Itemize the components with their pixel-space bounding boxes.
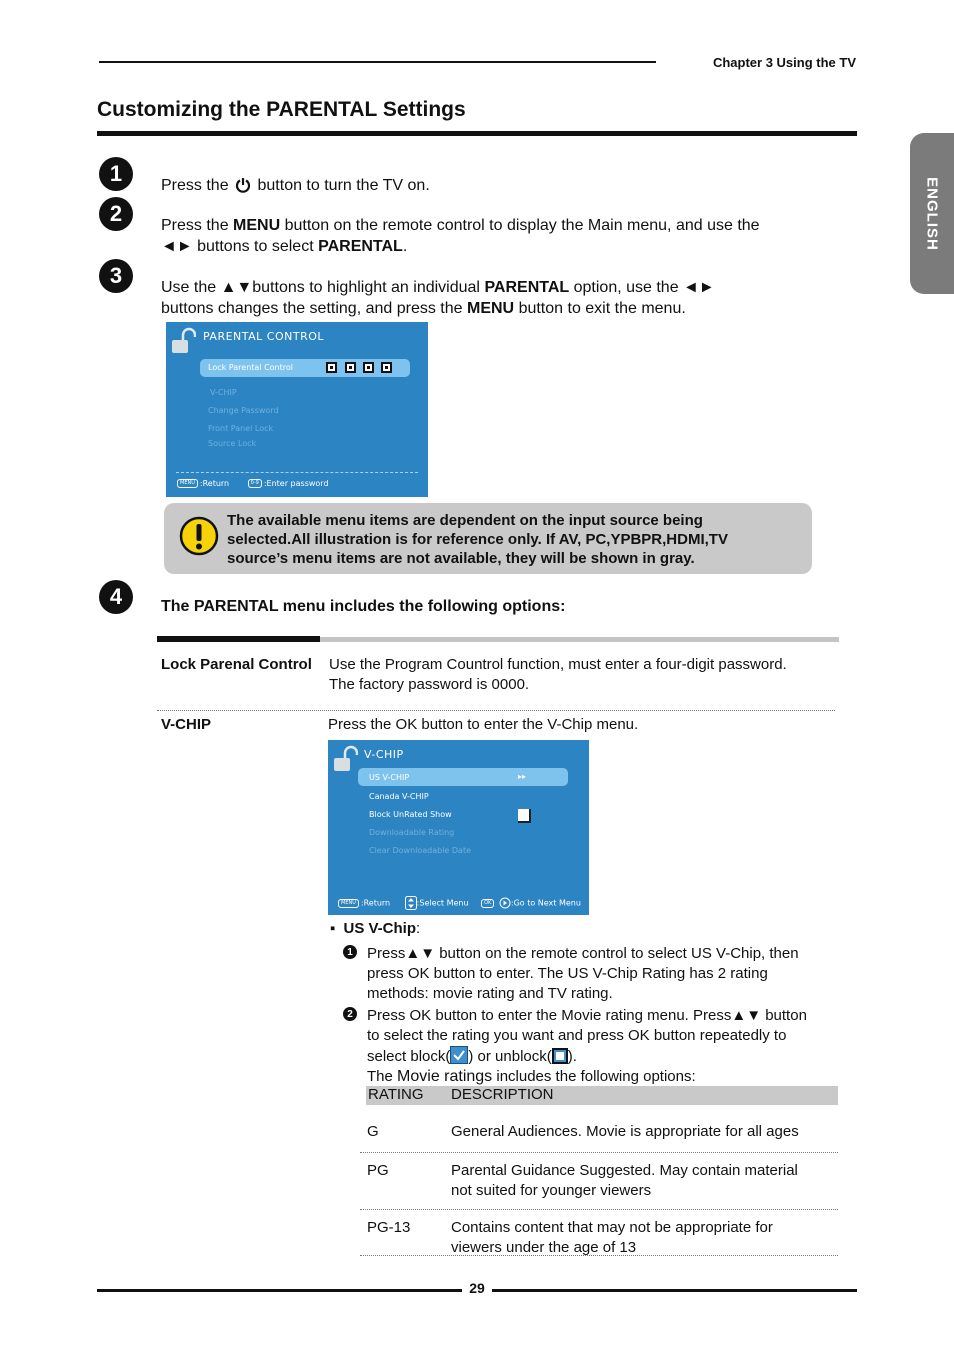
sub-step-2-text: Press OK button to enter the Movie rating menu. Press▲▼ button to select the rating you want and press OK button repeatedly to select block( ) or unblock( ). The Movie ratings includes the following options:: [367, 1007, 807, 1085]
osd-item-canada-vchip: Canada V-CHIP: [369, 792, 429, 801]
ratings-col-description: DESCRIPTION: [451, 1086, 554, 1103]
enter-icon: [499, 897, 511, 909]
language-tab-label: ENGLISH: [923, 176, 941, 251]
step-3-text: Use the ▲▼buttons to highlight an individual PARENTAL option, use the ◄► buttons changes the setting, and press the MENU button to exit the menu.: [161, 279, 715, 317]
osd-item-block-unrated: Block UnRated Show: [369, 810, 452, 819]
option-vchip-desc: Press the OK button to enter the V-Chip menu.: [328, 716, 639, 733]
ratings-col-rating: RATING: [368, 1086, 424, 1103]
osd-item-us-vchip: US V-CHIP: [369, 773, 410, 782]
unblock-icon: [552, 1048, 568, 1064]
rating-code: PG-13: [367, 1219, 411, 1236]
option-divider: [157, 710, 835, 711]
lock-icon: [170, 327, 196, 355]
sub-step-1-text: Press▲▼ button on the remote control to select US V-Chip, then press OK button to enter. The US V-Chip Rating has 2 rating methods: movie rating and TV rating.: [367, 945, 799, 1002]
osd-item-change-password: Change Password: [208, 406, 279, 415]
checkbox-icon: [518, 809, 531, 823]
vchip-menu-screenshot: [328, 740, 589, 915]
step-2-text: Press the MENU button on the remote control to display the Main menu, and use the ◄► buttons to select PARENTAL.: [161, 217, 760, 255]
step-3-badge: 3: [99, 259, 133, 293]
sub-step-1-badge: 1: [343, 945, 357, 959]
table-divider: [360, 1209, 838, 1210]
osd-item-clear-downloadable: Clear Downloadable Date: [369, 846, 472, 855]
osd-divider: [176, 472, 418, 473]
parental-control-screenshot: [166, 322, 428, 497]
rating-code: PG: [367, 1162, 389, 1179]
updown-icon: [405, 896, 417, 910]
password-box: [326, 362, 337, 373]
osd-arrow-icon: ▸▸: [518, 772, 527, 781]
footer-rule-right: [492, 1289, 857, 1292]
step-4-badge: 4: [99, 580, 133, 614]
osd-item-vchip: V-CHIP: [210, 388, 237, 397]
osd-item-lock-parental-control: Lock Parental Control: [208, 363, 293, 372]
osd-title: V-CHIP: [364, 748, 404, 761]
header-rule: [99, 61, 656, 63]
table-divider: [360, 1255, 838, 1256]
rating-code: G: [367, 1123, 379, 1140]
note-text: The available menu items are dependent on the input source being selected.All illustration is for reference only. If AV, PC,YPBPR,HDMI,TV source’s menu items are not available, they will be shown in gray.: [227, 512, 728, 567]
osd-item-downloadable-rating: Downloadable Rating: [369, 828, 455, 837]
page-number: 29: [469, 1280, 485, 1296]
step-2-badge: 2: [99, 197, 133, 231]
step-1-badge: 1: [99, 157, 133, 191]
rating-desc: Parental Guidance Suggested. May contain material not suited for younger viewers: [451, 1162, 798, 1199]
language-tab: [910, 133, 954, 294]
warning-icon: [179, 516, 219, 556]
rating-desc: General Audiences. Movie is appropriate for all ages: [451, 1123, 799, 1140]
power-icon: [235, 177, 251, 193]
note-box: [164, 503, 812, 574]
us-vchip-heading: ▪ US V-Chip:: [330, 920, 421, 937]
sub-step-2-badge: 2: [343, 1007, 357, 1021]
osd-footer: MENU :Return :Select Menu OK :Go to Next Menu: [338, 896, 581, 910]
options-rule-dark: [157, 636, 320, 642]
password-box: [363, 362, 374, 373]
step-1-text: Press the button to turn the TV on.: [161, 177, 430, 194]
title-rule: [97, 131, 857, 136]
option-lock-desc: Use the Program Countrol function, must enter a four-digit password. The factory password is 0000.: [329, 656, 787, 693]
option-lock-label: Lock Parenal Control: [161, 656, 312, 673]
chapter-label: Chapter 3 Using the TV: [712, 55, 856, 70]
password-box: [345, 362, 356, 373]
osd-footer: MENU :Return 0-9 :Enter password: [177, 479, 329, 488]
option-vchip-label: V-CHIP: [161, 716, 212, 733]
block-icon: [450, 1046, 468, 1064]
options-rule-light: [320, 637, 839, 642]
footer-rule-left: [97, 1289, 462, 1292]
password-box: [381, 362, 392, 373]
step-4-text: The PARENTAL menu includes the following options:: [161, 598, 566, 615]
table-divider: [360, 1152, 838, 1153]
lock-icon: [332, 745, 358, 773]
page-title: Customizing the PARENTAL Settings: [97, 98, 466, 121]
osd-item-source-lock: Source Lock: [208, 439, 257, 448]
osd-title: PARENTAL CONTROL: [203, 330, 325, 343]
ratings-table-header: [366, 1086, 838, 1105]
rating-desc: Contains content that may not be appropriate for viewers under the age of 13: [451, 1219, 773, 1256]
osd-item-front-panel-lock: Front Panel Lock: [208, 424, 274, 433]
